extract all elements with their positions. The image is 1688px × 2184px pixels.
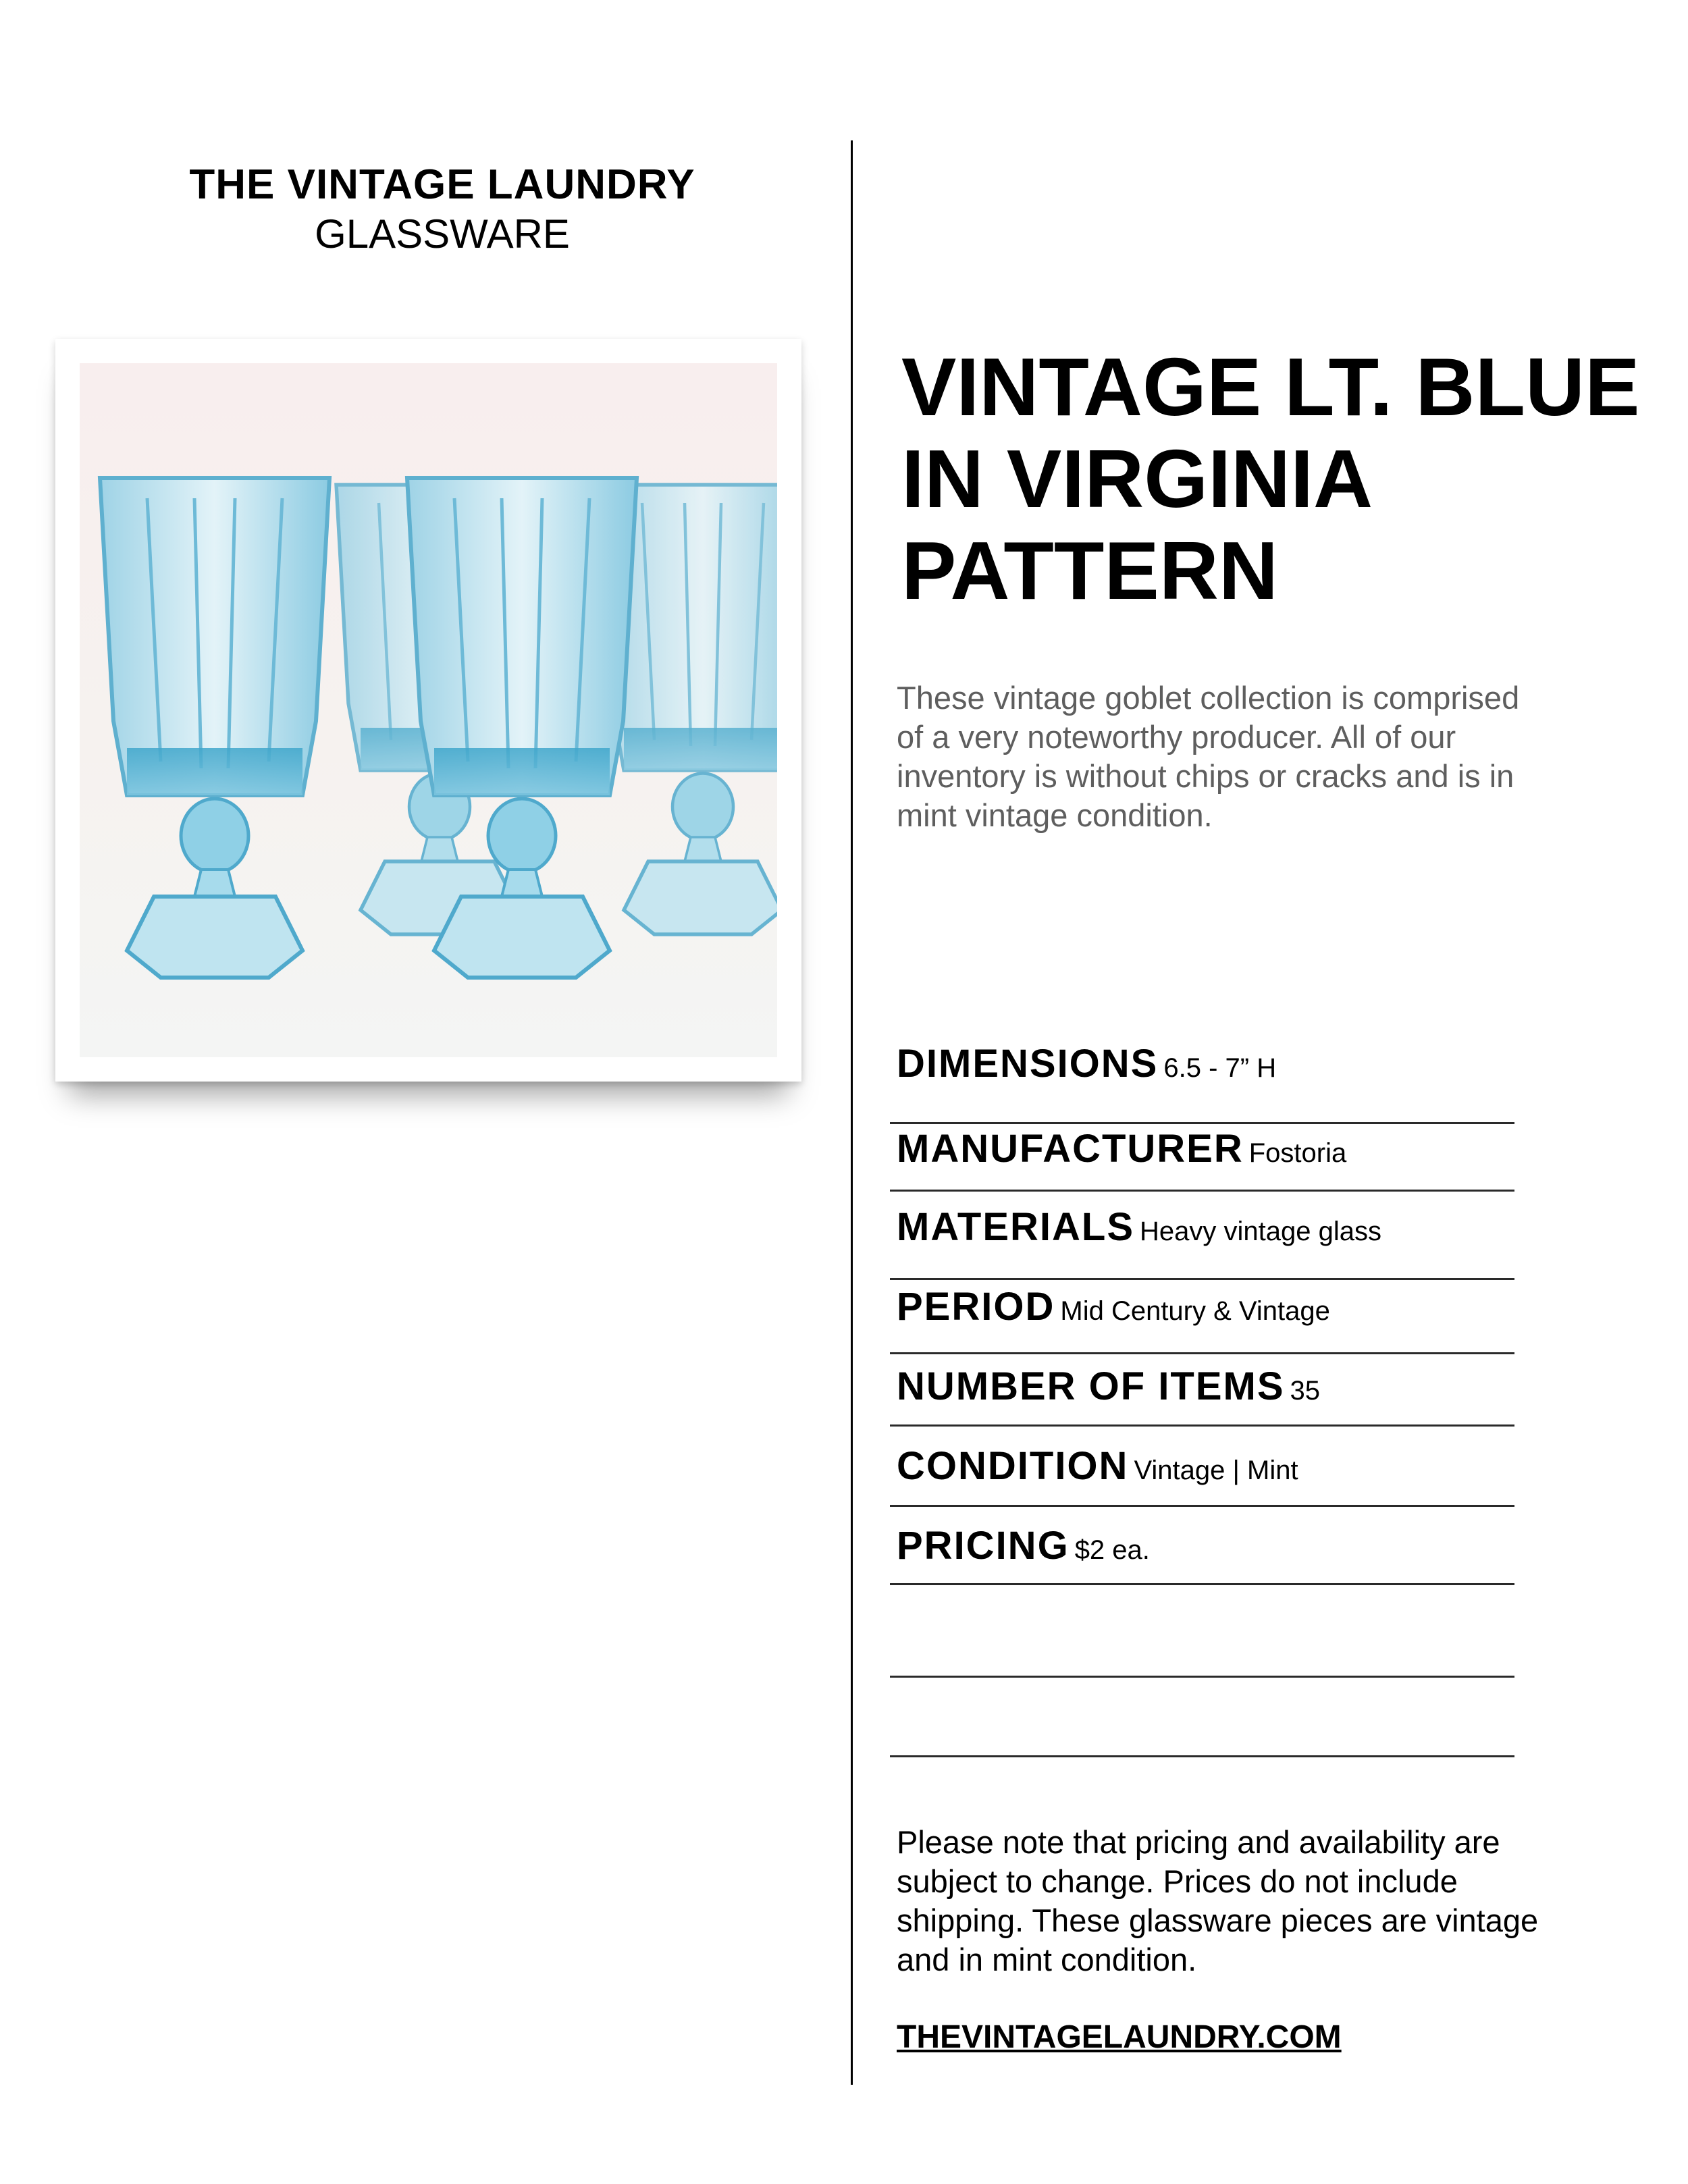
spec-divider xyxy=(890,1676,1514,1678)
product-description: These vintage goblet collection is comprised of a very noteworthy producer. All of our inventory is without chips or cracks and is in mint vintage condition. xyxy=(897,680,1520,833)
brand-category: GLASSWARE xyxy=(315,211,570,257)
spec-pricing xyxy=(897,1523,1504,1568)
spec-number-of-items xyxy=(897,1364,1504,1409)
spec-divider xyxy=(890,1278,1514,1280)
spec-divider xyxy=(890,1755,1514,1757)
spec-value: 6.5 - 7” H xyxy=(1163,1053,1277,1083)
spec-condition xyxy=(897,1443,1504,1489)
product-title: VINTAGE LT. BLUE IN VIRGINIA PATTERN xyxy=(901,341,1640,616)
spec-label: DIMENSIONS xyxy=(897,1042,1159,1086)
spec-value: Fostoria xyxy=(1248,1138,1347,1168)
spec-label: MATERIALS xyxy=(897,1205,1135,1249)
spec-label: CONDITION xyxy=(897,1444,1129,1488)
spec-materials xyxy=(897,1204,1504,1250)
spec-divider xyxy=(890,1505,1514,1507)
spec-label: PERIOD xyxy=(897,1285,1055,1329)
spec-divider xyxy=(890,1190,1514,1192)
spec-divider xyxy=(890,1583,1514,1585)
spec-label: MANUFACTURER xyxy=(897,1127,1244,1171)
spec-divider xyxy=(890,1122,1514,1124)
spec-value: Vintage | Mint xyxy=(1134,1456,1298,1485)
spec-divider xyxy=(890,1352,1514,1354)
spec-value: Heavy vintage glass xyxy=(1140,1217,1381,1246)
spec-value: Mid Century & Vintage xyxy=(1060,1296,1330,1326)
spec-manufacturer xyxy=(897,1126,1504,1171)
vertical-divider xyxy=(851,140,853,2085)
spec-value: $2 ea. xyxy=(1074,1535,1150,1565)
pricing-note: Please note that pricing and availability are subject to change. Prices do not include shipping. These glassware pieces are vintage and in mint condition. xyxy=(897,1824,1539,1977)
spec-divider xyxy=(890,1424,1514,1427)
spec-period xyxy=(897,1284,1504,1329)
spec-value: 35 xyxy=(1290,1376,1321,1406)
brand-name: THE VINTAGE LAUNDRY xyxy=(189,161,695,208)
product-photo xyxy=(80,363,777,1057)
spec-dimensions xyxy=(897,1041,1504,1086)
website-link[interactable]: THEVINTAGELAUNDRY.COM xyxy=(897,2019,1342,2055)
product-photo-card xyxy=(55,339,801,1082)
spec-label: NUMBER OF ITEMS xyxy=(897,1364,1285,1408)
blue-goblets-photo xyxy=(80,363,777,1057)
spec-label: PRICING xyxy=(897,1524,1070,1568)
